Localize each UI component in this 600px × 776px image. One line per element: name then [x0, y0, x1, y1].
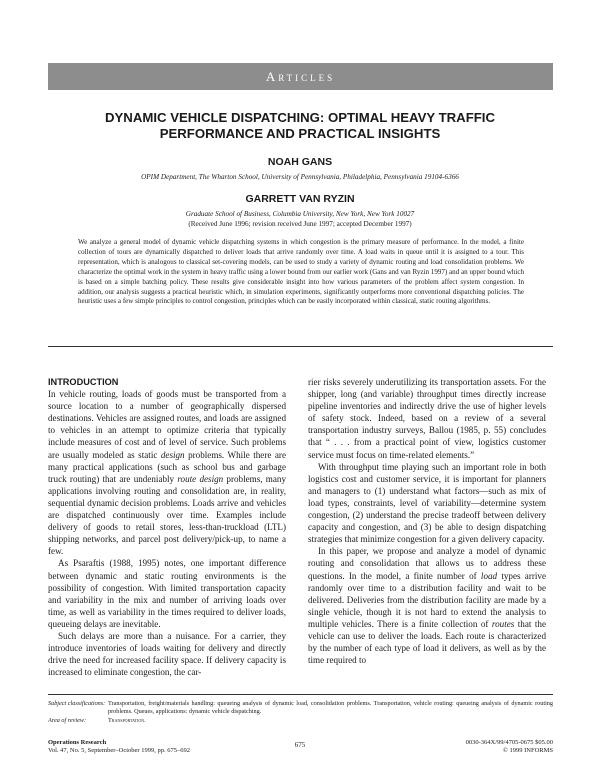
section-heading: INTRODUCTION: [48, 377, 119, 387]
copyright: © 1999 INFORMS: [502, 747, 553, 754]
publisher-info: [400, 739, 553, 755]
footnote-divider: [48, 694, 553, 695]
section-banner: Articles: [48, 63, 553, 90]
author-affiliation: Graduate School of Business, Columbia University, New York, New York 10027: [185, 210, 415, 218]
left-column: [48, 376, 286, 678]
journal-info: [48, 739, 190, 755]
area-text: Transportation.: [108, 716, 146, 724]
page-number: 675: [294, 741, 306, 749]
paragraph: In this paper, we propose and analyze a model of dynamic routing and consolidation that allows us to address these questions. In the model, a finite number of load types arrive randomly over time to a distribution facility and wait to be delivered. Deliveries from the distribution facility are made by a single vehicle, though it is not hard to extend the analysis to multiple vehicles. There is a finite collection of routes that the vehicle can use to deliver the loads. Each route is characterized by the number of each type of load it delivers, as well as by the time required to: [308, 546, 546, 666]
paragraph: In vehicle routing, loads of goods must be transported from a source location to a number of geographically dispersed destinations. Vehicles are assigned routes, and loads are assigned to vehicles in an attempt to optimize criteria that typically include measures of cost and of level of service. Such problems are usually modeled as static design problems. While there are many practical applications (such as school bus and garbage truck routing) that are undeniably route design problems, many applications involving routing and consolidation are, in reality, sequential dynamic decision problems. Loads arrive and vehicles are dispatched continuously over time. Examples include delivery of goods to retail stores, less-than-truckload (LTL) shipping networks, and parcel post delivery/pick-up, to name a few.: [48, 389, 286, 557]
article-title: DYNAMIC VEHICLE DISPATCHING: OPTIMAL HEAVY TRAFFIC PERFORMANCE AND PRACTICAL INSIGHTS: [104, 110, 495, 141]
author-affiliation: OPIM Department, The Wharton School, University of Pennsylvania, Philadelphia, Pennsylvania 19104-6366: [141, 173, 459, 181]
issn: 0030-364X/99/4705-0675 $05.00: [465, 739, 553, 746]
paragraph: Such delays are more than a nuisance. For a carrier, they introduce inventories of loads waiting for delivery and directly drive the need for increased facility space. If delivery capacity is increased to eliminate congestion, the car-: [48, 630, 286, 678]
subject-label: Subject classifications:: [48, 700, 106, 707]
divider: [48, 346, 553, 347]
author-name: GARRETT VAN RYZIN: [245, 193, 355, 205]
received-dates: (Received June 1996; revision received June 1997; accepted December 1997): [188, 220, 412, 228]
paragraph: As Psaraftis (1988, 1995) notes, one important difference between dynamic and static routing environments is the possibility of congestion. With limited transportation capacity and variability in the mix and number of arriving loads over time, as well as variability in the times required to deliver loads, queueing delays are inevitable.: [48, 558, 286, 629]
subject-text: Transportation, freight/materials handling: queueing analysis of dynamic load, consolidation problems. Transportation, vehicle routing: queueing analysis of dynamic routing problems. Queues, applications: dynamic vehicle dispatching.: [108, 700, 553, 716]
author-name: NOAH GANS: [267, 156, 333, 168]
paragraph: With throughput time playing such an important role in both logistics cost and customer service, it is important for planners and managers to (1) understand what factors—such as mix of load types, constraints, level of variability—determine system congestion, (2) understand the precise tradeoff between delivery capacity and congestion, and (3) be able to design dispatching strategies that minimize congestion for a given delivery capacity.: [308, 461, 546, 545]
paragraph: rier risks severely underutilizing its transportation assets. For the shipper, long (and variable) throughput times directly increase pipeline inventories and indirectly drive the use of higher levels of safety stock. Indeed, based on a review of a several transportation industry surveys, Ballou (1985, p. 55) concludes that “ . . . from a practical point of view, logistics customer service must focus on time-related elements.”: [308, 377, 546, 460]
footnote: [48, 700, 553, 725]
right-column: [308, 376, 546, 666]
journal-volume: Vol. 47, No. 5, September–October 1999, pp. 675–692: [48, 747, 190, 754]
abstract: We analyze a general model of dynamic vehicle dispatching systems in which congestion is the primary measure of performance. In the model, a finite collection of tours are dynamically dispatched to deliver loads that arrive randomly over time. A load waits in queue until it is assigned to a tour. This representation, which is analogous to classical set-covering models, can be used to study a variety of dynamic routing and load consolidation problems. We characterize the optimal work in the system in heavy traffic using a lower bound from our earlier work (Gans and van Ryzin 1997) and an upper bound which is based on a simple batching policy. These results give considerable insight into how various parameters of the problem affect system congestion. In addition, our analysis suggests a practical heuristic which, in simulation experiments, significantly outperforms more conventional dispatching policies. The heuristic uses a few simple principles to control congestion, principles which can be easily incorporated within classical, static routing algorithms.: [78, 238, 524, 306]
journal-name: Operations Research: [48, 739, 107, 746]
area-label: Area of review:: [48, 716, 87, 724]
